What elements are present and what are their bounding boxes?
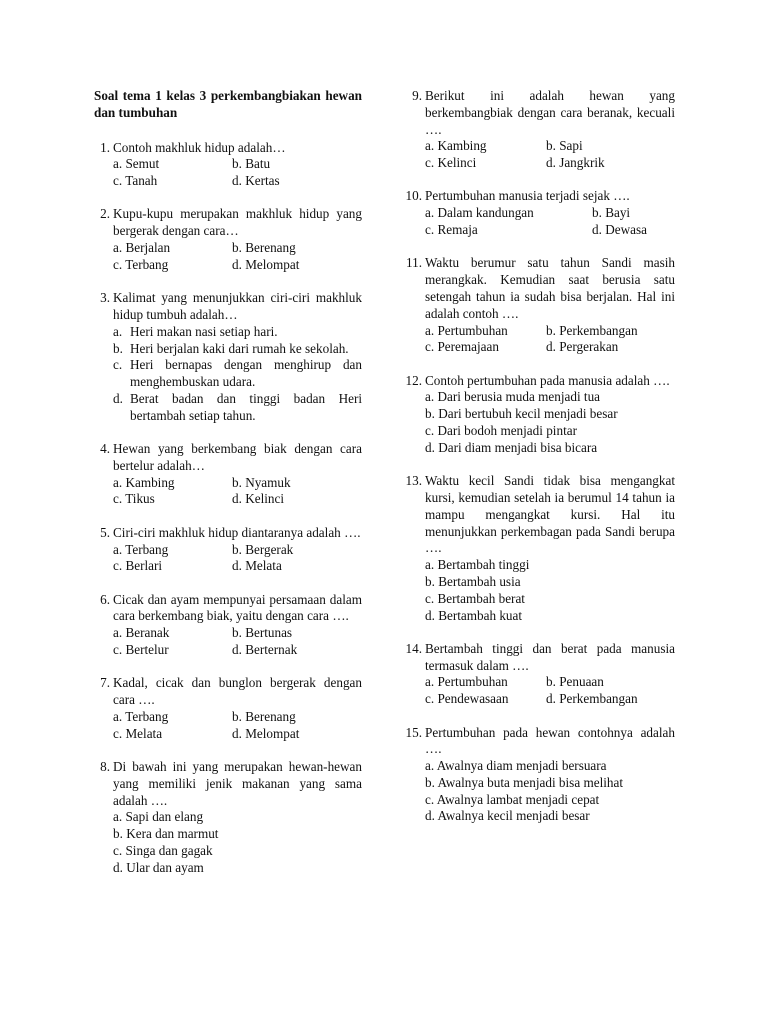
question-number: 2. [100,206,110,222]
answer-option-c[interactable]: c. Singa dan gagak [113,842,213,858]
answer-options [113,240,362,274]
option-letter: a. [113,323,123,339]
option-text: Heri makan nasi setiap hari. [130,323,278,339]
question-text: Waktu berumur satu tahun Sandi masih merangkak. Kemudian saat berusia satu setengah tahun ia sudah bisa berjalan. Hal ini adalah contoh …. [425,255,675,321]
answer-option-b[interactable]: b. Bertunas [232,625,293,641]
answer-option-c[interactable]: c. Tikus [113,491,155,507]
answer-option-b[interactable] [113,341,362,358]
option-text: Berat badan dan tinggi badan Heri bertambah setiap tahun. [130,390,362,423]
answer-option-a[interactable] [113,324,362,341]
question-number: 5. [100,524,110,540]
question-13 [400,473,675,624]
answer-option-d[interactable]: d. Awalnya kecil menjadi besar [425,808,590,824]
answer-option-a[interactable]: a. Pertumbuhan [425,322,508,338]
answer-option-b[interactable]: b. Nyamuk [232,474,291,490]
answer-options [113,809,362,876]
answer-option-c[interactable]: c. Awalnya lambat menjadi cepat [425,791,600,807]
answer-options [425,389,675,456]
answer-option-d[interactable]: d. Melompat [232,725,300,741]
answer-option-c[interactable]: c. Pendewasaan [425,691,509,707]
answer-options [425,557,675,624]
answer-option-c[interactable]: c. Kelinci [425,155,477,171]
answer-option-c[interactable]: c. Melata [113,725,163,741]
question-9 [400,88,675,172]
question-number: 8. [100,759,110,774]
answer-option-c[interactable]: c. Berlari [113,558,163,574]
answer-option-c[interactable]: c. Tanah [113,173,158,189]
answer-options [113,542,362,576]
question-text: Di bawah ini yang merupakan hewan-hewan yang memiliki jenik makanan yang sama adalah …. [113,759,362,808]
answer-option-b[interactable]: b. Batu [232,156,271,172]
question-text: Contoh makhluk hidup adalah… [113,139,286,155]
answer-option-d[interactable]: d. Ular dan ayam [113,859,204,875]
question-text: Ciri-ciri makhluk hidup diantaranya adalah …. [113,524,361,540]
answer-option-d[interactable]: d. Melompat [232,256,300,272]
answer-option-b[interactable]: b. Penuaan [546,674,604,690]
answer-options [425,205,675,239]
question-3 [88,290,362,424]
answer-option-b[interactable]: b. Sapi [546,138,583,154]
question-15 [400,725,675,826]
answer-option-a[interactable]: a. Dari berusia muda menjadi tua [425,389,601,405]
question-12 [400,373,675,457]
answer-option-d[interactable]: d. Dari diam menjadi bisa bicara [425,439,598,455]
question-number: 13. [405,473,422,489]
answer-option-d[interactable]: d. Melata [232,558,282,574]
question-text: Kadal, cicak dan bunglon bergerak dengan cara …. [113,675,362,708]
option-text: Heri berjalan kaki dari rumah ke sekolah. [130,340,349,356]
answer-option-b[interactable]: b. Bertambah usia [425,573,521,589]
answer-option-b[interactable]: b. Dari bertubuh kecil menjadi besar [425,406,618,422]
answer-options [113,475,362,509]
answer-option-a[interactable]: a. Semut [113,156,160,172]
answer-options [113,156,362,190]
answer-option-d[interactable]: d. Perkembangan [546,691,638,707]
answer-option-a[interactable]: a. Kambing [425,138,487,154]
question-6 [88,592,362,659]
question-text: Hewan yang berkembang biak dengan cara bertelur adalah… [113,441,362,473]
answer-option-a[interactable]: a. Sapi dan elang [113,809,204,825]
answer-option-c[interactable]: c. Peremajaan [425,339,499,355]
answer-option-b[interactable]: b. Perkembangan [546,322,638,338]
question-8 [88,759,362,877]
question-10 [400,188,675,238]
answer-option-c[interactable]: c. Remaja [425,222,478,238]
question-number: 4. [100,441,110,457]
answer-options [113,324,362,425]
question-text: Waktu kecil Sandi tidak bisa mengangkat kursi, kemudian setelah ia berumul 14 tahun ia mampu mengangkat kursi. Hal itu menunjukkan perkembagan pada Sandi berupa …. [425,473,675,556]
question-7 [88,675,362,742]
question-text: Bertambah tinggi dan berat pada manusia termasuk dalam …. [425,640,675,673]
answer-option-a[interactable]: a. Bertambah tinggi [425,557,530,573]
option-text: Heri bernapas dengan menghirup dan menghembuskan udara. [130,357,362,390]
question-number: 9. [412,88,422,103]
question-4 [88,441,362,508]
answer-option-b[interactable]: b. Bayi [592,205,631,221]
question-2 [88,206,362,273]
answer-option-a[interactable]: a. Terbang [113,708,169,724]
question-11 [400,255,675,356]
answer-option-c[interactable] [113,357,362,391]
question-number: 7. [100,675,110,691]
question-1 [88,140,362,190]
question-number: 14. [405,640,422,656]
answer-options [425,138,675,172]
question-text: Cicak dan ayam mempunyai persamaan dalam cara berkembang biak, yaitu dengan cara …. [113,591,362,624]
answer-option-d[interactable]: d. Dewasa [592,222,647,238]
answer-option-a[interactable]: a. Berjalan [113,240,171,256]
question-number: 15. [405,724,422,740]
question-number: 11. [406,255,422,271]
question-number: 10. [405,188,422,204]
answer-option-d[interactable] [113,391,362,425]
right-column [400,88,675,842]
answer-option-b[interactable]: b. Berenang [232,708,296,724]
option-letter: c. [113,357,123,373]
question-14 [400,641,675,708]
answer-options [425,323,675,357]
answer-option-c[interactable]: c. Bertelur [113,642,169,658]
answer-options [425,758,675,825]
question-text: Pertumbuhan manusia terjadi sejak …. [425,188,630,204]
answer-option-b[interactable]: b. Berenang [232,240,296,256]
answer-option-a[interactable]: a. Beranak [113,625,170,641]
question-text: Berikut ini adalah hewan yang berkembangbiak dengan cara beranak, kecuali …. [425,88,675,137]
question-text: Pertumbuhan pada hewan contohnya adalah …. [425,724,675,757]
question-5 [88,525,362,575]
answer-option-a[interactable]: a. Kambing [113,474,175,490]
question-number: 1. [100,139,110,155]
answer-option-a[interactable]: a. Dalam kandungan [425,205,534,221]
option-letter: d. [113,390,123,406]
question-number: 3. [100,290,110,306]
answer-option-d[interactable]: d. Berternak [232,642,298,658]
question-text: Kupu-kupu merupakan makhluk hidup yang bergerak dengan cara… [113,206,362,239]
answer-option-a[interactable]: a. Awalnya diam menjadi bersuara [425,758,607,774]
option-letter: b. [113,340,123,356]
answer-option-b[interactable]: b. Bergerak [232,541,294,557]
answer-options [113,709,362,743]
answer-option-b[interactable]: b. Awalnya buta menjadi bisa melihat [425,774,624,790]
answer-option-a[interactable]: a. Terbang [113,541,169,557]
answer-option-c[interactable]: c. Bertambah berat [425,590,525,606]
answer-option-c[interactable]: c. Terbang [113,256,169,272]
answer-option-b[interactable]: b. Kera dan marmut [113,826,219,842]
question-number: 6. [100,591,110,607]
question-text: Contoh pertumbuhan pada manusia adalah …. [425,372,670,388]
answer-option-d[interactable]: d. Jangkrik [546,155,605,171]
answer-option-c[interactable]: c. Dari bodoh menjadi pintar [425,423,577,439]
answer-option-d[interactable]: d. Kertas [232,173,280,189]
answer-option-a[interactable]: a. Pertumbuhan [425,674,508,690]
answer-options [425,674,675,708]
answer-options [113,625,362,659]
left-column [88,88,362,893]
question-text: Kalimat yang menunjukkan ciri-ciri makhluk hidup tumbuh adalah… [113,290,362,322]
answer-option-d[interactable]: d. Pergerakan [546,339,619,355]
answer-option-d[interactable]: d. Kelinci [232,491,285,507]
question-number: 12. [405,372,422,388]
answer-option-d[interactable]: d. Bertambah kuat [425,607,523,623]
page-title: Soal tema 1 kelas 3 perkembangbiakan hewan dan tumbuhan [94,88,362,120]
